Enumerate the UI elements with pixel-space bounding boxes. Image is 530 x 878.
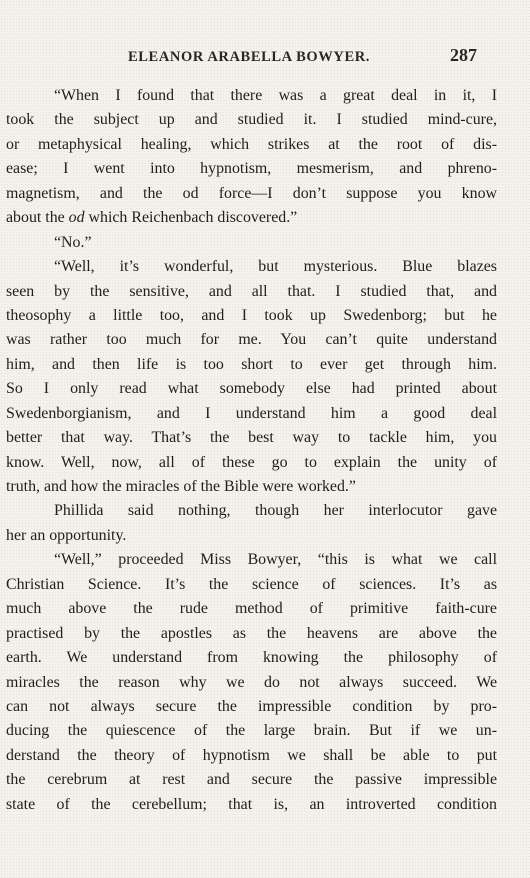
text-line: earth. We understand from knowing the philosophy of (6, 649, 497, 667)
text-line: miracles the reason why we do not always succeed. We (6, 673, 497, 691)
text-line: “Well, it’s wonderful, but mysterious. Blue blazes (54, 258, 497, 276)
text-line: state of the cerebellum; that is, an introverted condition (6, 795, 497, 813)
text-line: much above the rude method of primitive faith-cure (6, 600, 497, 618)
text-line: “Well,” proceeded Miss Bowyer, “this is what we call (54, 551, 497, 569)
text-line: was rather too much for me. You can’t quite understand (6, 331, 497, 349)
text-line: ease; I went into hypnotism, mesmerism, and phreno- (6, 160, 497, 178)
text-line: her an opportunity. (6, 526, 127, 544)
italic-word: od (68, 209, 85, 227)
text-line: know. Well, now, all of these go to explain the unity of (6, 453, 497, 471)
text-line: theosophy a little too, and I took up Swedenborg; but he (6, 306, 497, 324)
page-header (0, 44, 530, 70)
text-line: truth, and how the miracles of the Bible were worked.” (6, 478, 356, 495)
text-line: or metaphysical healing, which strikes at the root of dis- (6, 135, 497, 153)
text-segment: about the (6, 209, 69, 227)
text-line: Christian Science. It’s the science of sciences. It’s as (6, 575, 497, 593)
text-line: can not always secure the impressible condition by pro- (6, 697, 497, 715)
text-line: him, and then life is too short to ever get through him. (6, 355, 497, 373)
page-number: 287 (450, 45, 477, 65)
text-line: “When I found that there was a great deal in it, I (54, 87, 497, 104)
text-line: Phillida said nothing, though her interlocutor gave (54, 502, 497, 520)
text-line: ducing the quiescence of the large brain. But if we un- (6, 722, 497, 740)
text-line: derstand the theory of hypnotism we shall be able to put (6, 746, 497, 764)
text-segment: which Reichenbach discovered.” (84, 209, 298, 227)
text-line: Swedenborgianism, and I understand him a good deal (6, 404, 497, 422)
running-head: ELEANOR ARABELLA BOWYER. (128, 49, 371, 65)
text-line: magnetism, and the od force—I don’t suppose you know (6, 184, 497, 202)
text-line: better that way. That’s the best way to tackle him, you (6, 429, 497, 447)
text-line: So I only read what somebody else had printed about (6, 380, 497, 398)
text-line: took the subject up and studied it. I studied mind-cure, (6, 111, 497, 129)
body-text (6, 84, 497, 817)
text-line (6, 206, 497, 230)
text-line: seen by the sensitive, and all that. I studied that, and (6, 282, 497, 300)
text-line: practised by the apostles as the heavens are above the (6, 624, 497, 642)
text-line: the cerebrum at rest and secure the passive impressible (6, 771, 497, 789)
text-line: “No.” (54, 233, 92, 251)
